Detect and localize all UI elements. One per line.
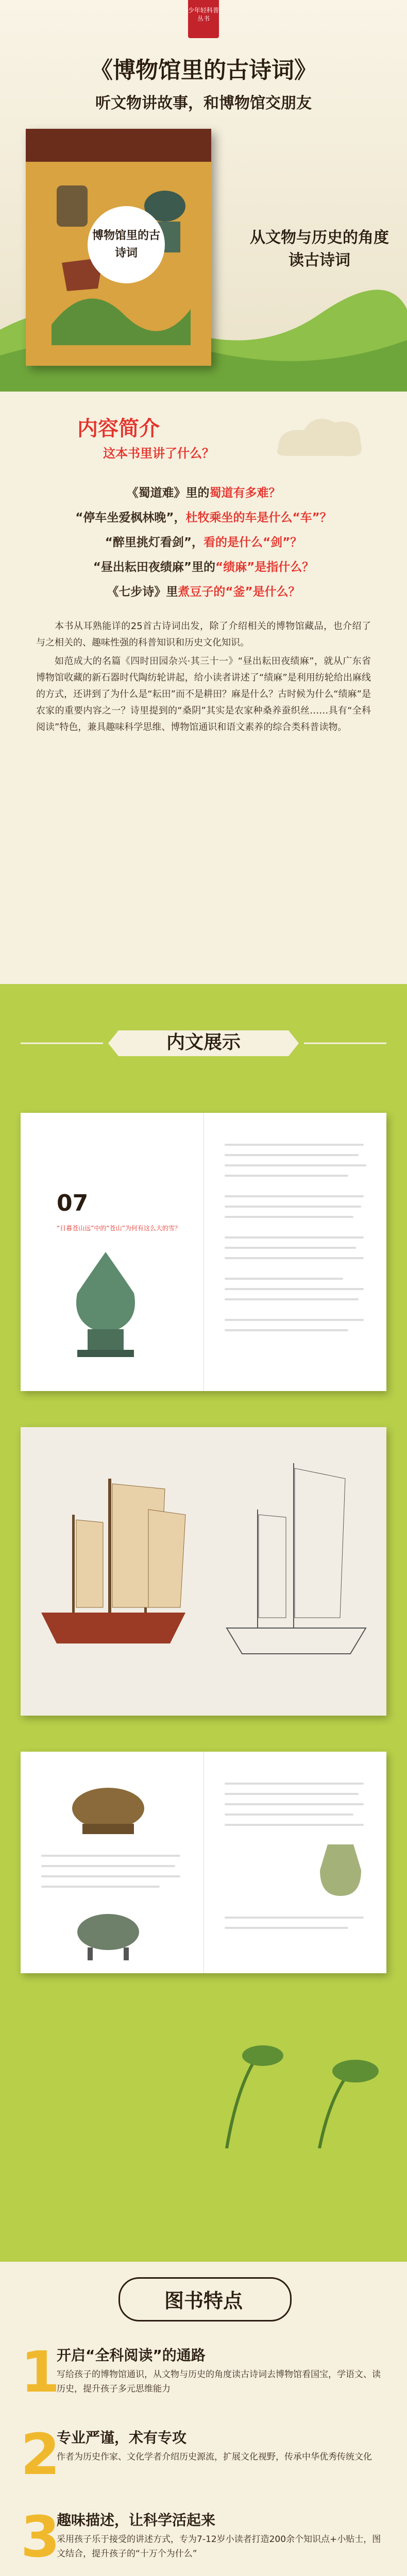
book-title: 《博物馆里的古诗词》 (90, 57, 317, 83)
feature-number: 2 (21, 2421, 60, 2487)
question-line: 《七步诗》里煮豆子的“釜”是什么？ (107, 585, 300, 599)
chapter-question: “日暮苍山远”中的“苍山”为何有这么大的雪？ (57, 1225, 181, 1232)
feature-number: 1 (21, 2339, 60, 2405)
book-cover (26, 129, 211, 366)
intro-paragraph: 如范成大的名篇《四时田园杂兴·其三十一》“昼出耘田夜绩麻”，就从广东省博物馆收藏的新石器时代陶纺轮讲起，给小读者讲述了“绩麻”是利用纺轮给出麻线的方式，还讲到了为什么是“耘田”而不是耕田？麻是什么？古时候为什么“绩麻”是农家的重要内容之一？诗里提到的“桑阴”其实是农家种桑养蚕织丝……具有“全科阅读”特色，兼具趣味科学思维、博物馆通识和语文素养的综合类科普读物。 (36, 656, 371, 733)
incense-burner-illustration (62, 1247, 149, 1365)
feature-title: 趣味描述，让科学活起来 (57, 2512, 216, 2529)
intro-paragraph: 本书从耳熟能详的25首古诗词出发，除了介绍相关的博物馆藏品，也介绍了与之相关的、趣味性强的科普知识和历史文化知识。 (36, 621, 371, 648)
intro-subheading: 这本书里讲了什么？ (103, 446, 214, 461)
slogan-line-2: 读古诗词 (289, 251, 350, 269)
jar-illustration (312, 1839, 369, 1901)
feature-title: 专业严谨，术有专攻 (57, 2429, 187, 2446)
spread-right-page (204, 1113, 387, 1391)
question-line: 《蜀道难》里的蜀道有多难？ (126, 486, 281, 500)
feature-description: 采用孩子乐于接受的讲述方式，专为7-12岁小读者打造200余个知识点+小贴士，图文结合，提升孩子的“十万个为什么” (57, 2534, 381, 2559)
features-section (0, 2262, 407, 2576)
feature-number: 3 (21, 2504, 60, 2570)
slogan-line-1: 从文物与历史的角度 (250, 229, 389, 247)
decorative-cloud-icon (268, 407, 371, 464)
preview-heading: 内文展示 (166, 1032, 241, 1053)
feature-description: 写给孩子的博物馆通识，从文物与历史的角度读古诗词去博物馆看国宝，学语文、读历史，提升孩子多元思维能力 (57, 2369, 381, 2394)
cover-title-badge: 博物馆里的古诗词 (88, 206, 165, 283)
book-subtitle: 听文物讲故事，和博物馆交朋友 (95, 94, 312, 112)
slogan (242, 227, 397, 272)
question-line: “醉里挑灯看剑”，看的是什么“剑”？ (105, 536, 302, 549)
decorative-plants-illustration (216, 2025, 402, 2148)
junk-ship-sketch (216, 1443, 376, 1700)
series-tag: 少年轻科普丛书 (188, 0, 219, 38)
question-line: “停车坐爱枫林晚”，杜牧乘坐的车是什么“车”？ (75, 511, 332, 524)
intro-section (0, 392, 407, 984)
bronze-vessel-illustration (57, 1772, 160, 1839)
junk-ship-illustration (31, 1458, 196, 1680)
spread-left-page (21, 1752, 204, 1973)
question-line: “昼出耘田夜绩麻”里的“绩麻”是指什么？ (93, 561, 314, 574)
spread-right-page (204, 1752, 387, 1973)
hero-section (0, 0, 407, 392)
page-spread-1 (21, 1113, 386, 1391)
page-spread-3 (21, 1752, 386, 1973)
page-spread-2 (21, 1427, 386, 1716)
intro-body (36, 618, 371, 738)
spread-left-page (21, 1113, 204, 1391)
preview-section (0, 984, 407, 2262)
chapter-number: 07 (57, 1190, 89, 1216)
features-heading: 图书特点 (164, 2290, 243, 2312)
feature-description: 作者为历史作家、文化学者介绍历史源流，扩展文化视野，传承中华优秀传统文化 (57, 2452, 372, 2462)
feature-title: 开启“全科阅读”的通路 (57, 2347, 206, 2364)
intro-heading: 内容简介 (77, 417, 160, 440)
ding-pot-illustration (57, 1901, 160, 1963)
cover-band (26, 129, 211, 162)
